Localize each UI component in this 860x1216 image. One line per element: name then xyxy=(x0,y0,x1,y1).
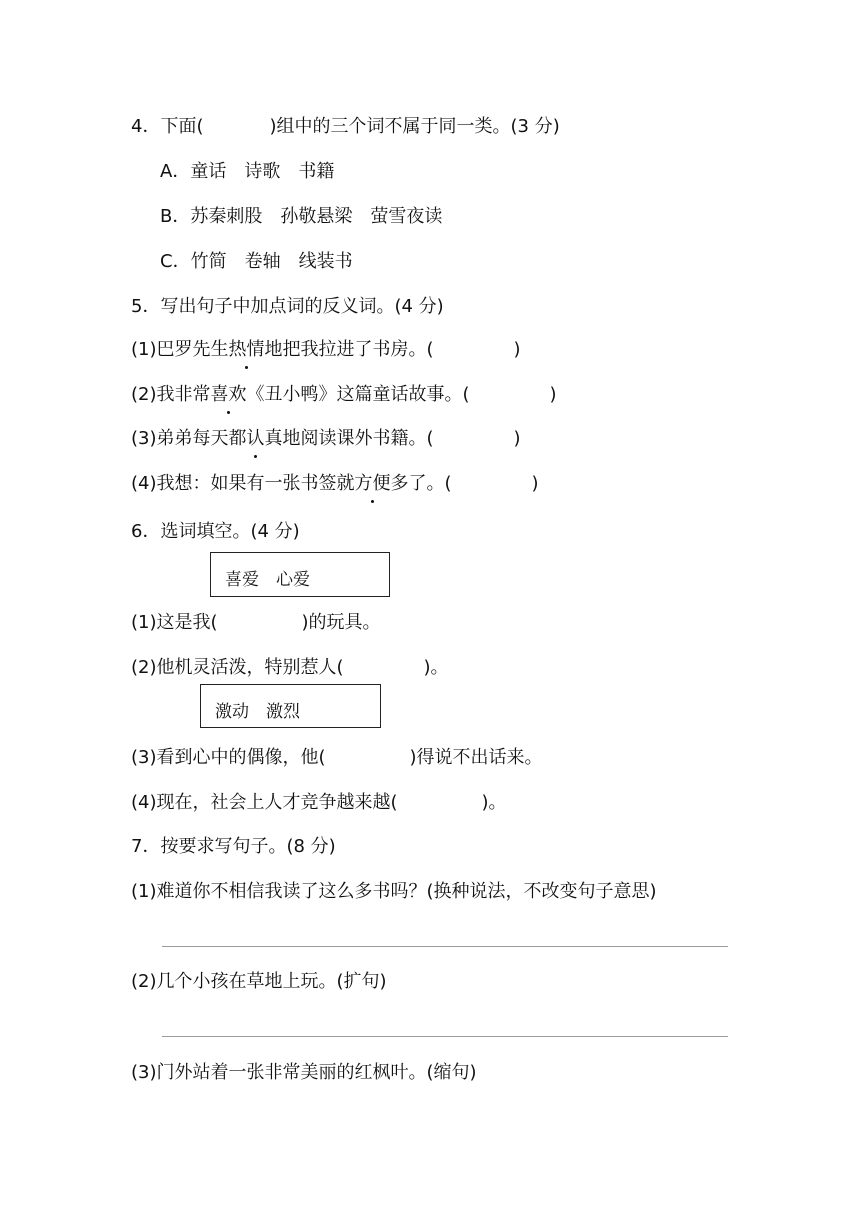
q5-stem: 5．写出句子中加点词的反义词。(4 分) xyxy=(131,296,444,317)
q7-item-3: (3)门外站着一张非常美丽的红枫叶。(缩句) xyxy=(131,1062,477,1083)
q6-item-1: (1)这是我( )的玩具。 xyxy=(131,612,381,633)
q5-item-3: (3)弟弟每天都认真地阅读课外书籍。( ) xyxy=(131,428,521,449)
dotted-word: 喜欢 xyxy=(210,384,247,405)
q4-option-a[interactable]: A．童话 诗歌 书籍 xyxy=(160,161,335,182)
dotted-word: 方便 xyxy=(354,473,391,494)
q4-stem: 4．下面( )组中的三个词不属于同一类。(3 分) xyxy=(131,116,560,137)
answer-line[interactable] xyxy=(162,1036,728,1037)
q5-item-4: (4)我想：如果有一张书签就方便多了。( ) xyxy=(131,473,539,494)
q5-item-2: (2)我非常喜欢《丑小鸭》这篇童话故事。( ) xyxy=(131,384,557,405)
q6-item-2: (2)他机灵活泼，特别惹人( )。 xyxy=(131,657,449,678)
dotted-word: 热情 xyxy=(228,339,265,360)
q4-option-c[interactable]: C．竹简 卷轴 线装书 xyxy=(160,251,353,272)
word-bank-box: 喜爱 心爱 xyxy=(210,552,390,597)
q6-item-3: (3)看到心中的偶像，他( )得说不出话来。 xyxy=(131,747,543,768)
answer-line[interactable] xyxy=(162,946,728,947)
word-bank-box: 激动 激烈 xyxy=(200,684,381,728)
q5-item-1: (1)巴罗先生热情地把我拉进了书房。( ) xyxy=(131,339,521,360)
q4-option-b[interactable]: B．苏秦刺股 孙敬悬梁 萤雪夜读 xyxy=(160,206,443,227)
dotted-word: 认 xyxy=(246,428,265,449)
q7-item-1: (1)难道你不相信我读了这么多书吗？(换种说法，不改变句子意思) xyxy=(131,881,657,902)
q7-item-2: (2)几个小孩在草地上玩。(扩句) xyxy=(131,971,387,992)
q7-stem: 7．按要求写句子。(8 分) xyxy=(131,836,336,857)
q6-stem: 6．选词填空。(4 分) xyxy=(131,521,300,542)
q6-item-4: (4)现在，社会上人才竞争越来越( )。 xyxy=(131,792,507,813)
